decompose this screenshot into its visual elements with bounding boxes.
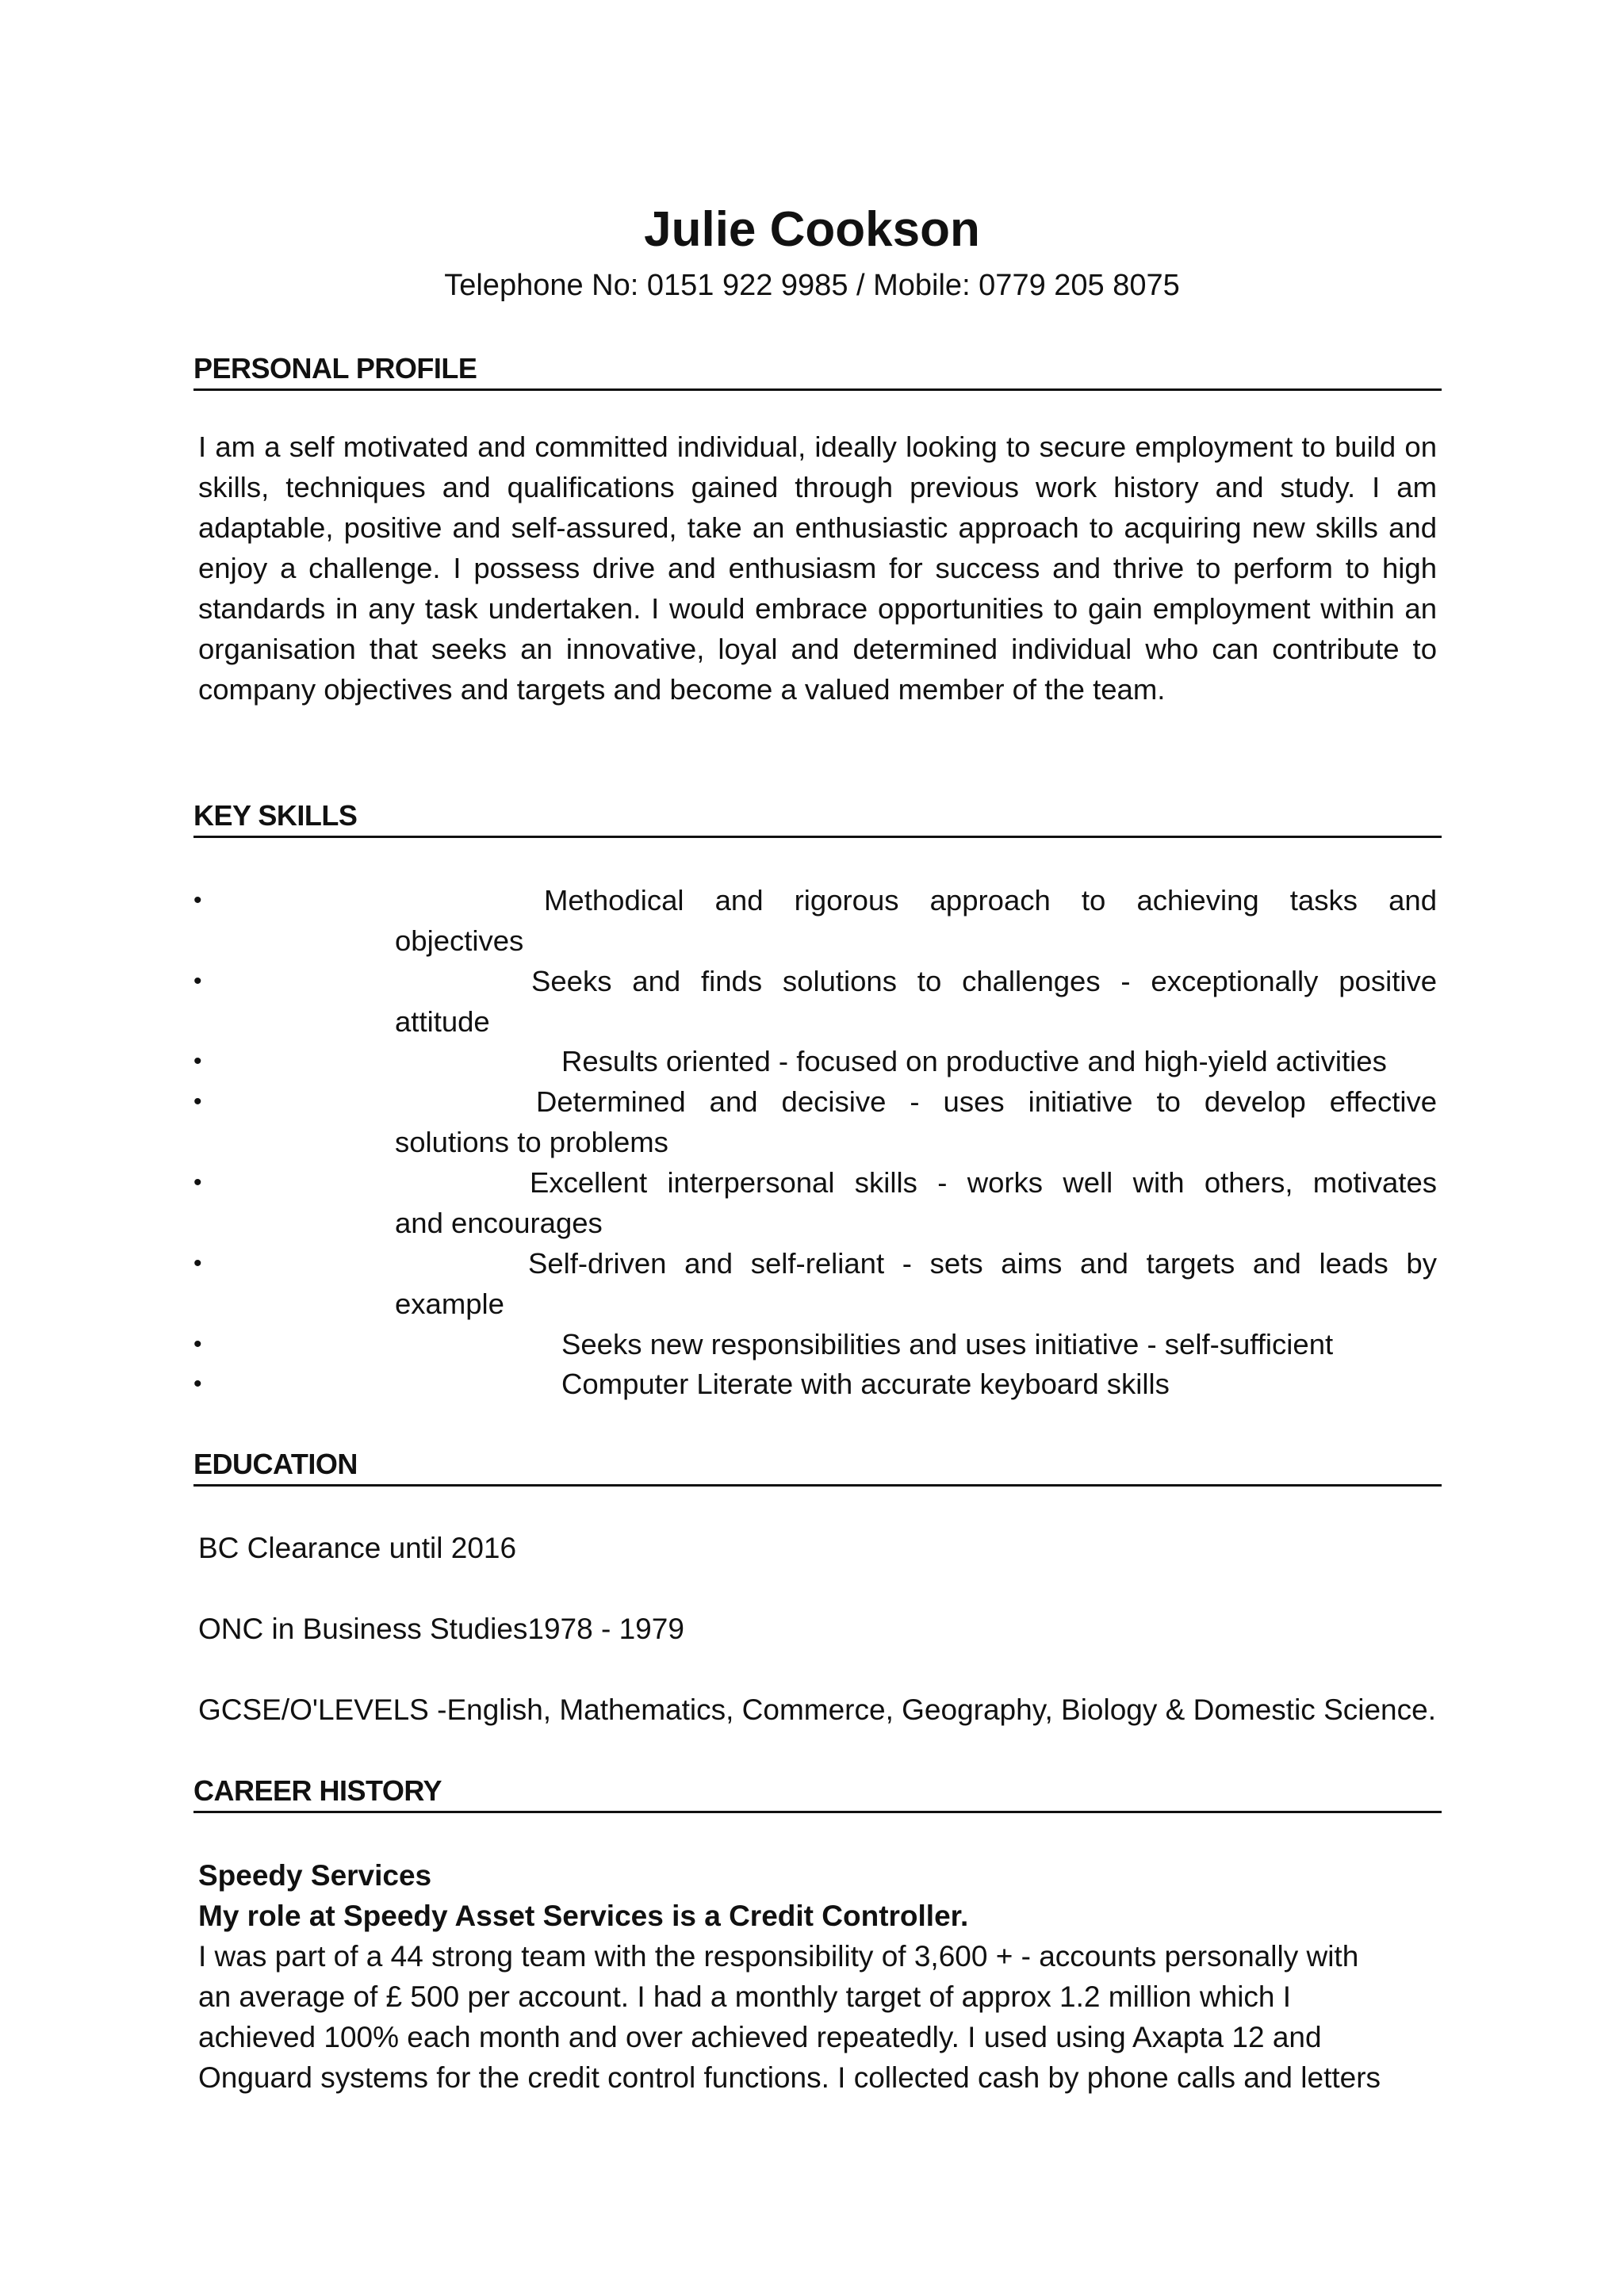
education-heading: EDUCATION [193, 1448, 358, 1480]
skill-text-continued: and encourages [395, 1207, 603, 1239]
skill-text-continued: attitude [395, 1005, 490, 1038]
contact-details: Telephone No: 0151 922 9985 / Mobile: 0779 205 8075 [444, 269, 1180, 302]
skill-text: Results oriented - focused on productive and high-yield activities [561, 1045, 1387, 1077]
bullet-icon: • [193, 1169, 202, 1196]
education-item: GCSE/O'LEVELS -English, Mathematics, Commerce, Geography, Biology & Domestic Science. [198, 1693, 1436, 1726]
personal-profile-text: I am a self motivated and committed individual, ideally looking to secure employment to build on skills, techniques and qualifications gained through previous work history and study. I am adaptable, positive and self-assured, take an enthusiastic approach to acquiring new skills and enjoy a challenge. I possess drive and enthusiasm for success and thrive to perform to high standards in any task undertaken. I would embrace opportunities to gain employment within an organisation that seeks an innovative, loyal and determined individual who can contribute to company objectives and targets and become a valued member of the team. [198, 430, 1437, 706]
bullet-icon: • [193, 1048, 202, 1074]
career-description-line: achieved 100% each month and over achieved repeatedly. I used using Axapta 12 and [198, 2021, 1322, 2053]
section-divider [193, 1811, 1442, 1813]
skill-text: Determined and decisive - uses initiative to develop effective [536, 1085, 1437, 1118]
key-skills-heading: KEY SKILLS [193, 799, 358, 832]
bullet-icon: • [193, 1250, 202, 1276]
section-divider [193, 388, 1442, 391]
career-description-line: an average of £ 500 per account. I had a monthly target of approx 1.2 million which I [198, 1980, 1292, 2013]
skill-text: Methodical and rigorous approach to achieving tasks and [544, 884, 1437, 916]
skill-text: Seeks and finds solutions to challenges - exceptionally positive [531, 965, 1437, 997]
skill-text: Self-driven and self-reliant - sets aims and targets and leads by [528, 1247, 1437, 1280]
skill-text: Excellent interpersonal skills - works well with others, motivates [530, 1166, 1437, 1199]
section-divider [193, 1484, 1442, 1487]
skill-text-continued: solutions to problems [395, 1126, 668, 1158]
bullet-icon: • [193, 1371, 202, 1397]
bullet-icon: • [193, 1089, 202, 1115]
job-role: My role at Speedy Asset Services is a Credit Controller. [198, 1900, 969, 1932]
skill-text-continued: objectives [395, 924, 524, 957]
employer-name: Speedy Services [198, 1859, 432, 1892]
career-history-heading: CAREER HISTORY [193, 1774, 442, 1807]
career-description-line: Onguard systems for the credit control functions. I collected cash by phone calls and letters [198, 2061, 1381, 2094]
candidate-name: Julie Cookson [644, 202, 980, 257]
bullet-icon: • [193, 1331, 202, 1357]
skill-text: Seeks new responsibilities and uses initiative - self-sufficient [561, 1328, 1334, 1360]
section-divider [193, 836, 1442, 838]
bullet-icon: • [193, 887, 202, 913]
skill-text-continued: example [395, 1288, 504, 1320]
education-item: BC Clearance until 2016 [198, 1532, 517, 1564]
personal-profile-heading: PERSONAL PROFILE [193, 352, 477, 385]
bullet-icon: • [193, 968, 202, 994]
skill-text: Computer Literate with accurate keyboard skills [561, 1368, 1170, 1400]
education-item: ONC in Business Studies1978 - 1979 [198, 1613, 684, 1645]
career-description-line: I was part of a 44 strong team with the responsibility of 3,600 + - accounts personally with [198, 1940, 1359, 1973]
